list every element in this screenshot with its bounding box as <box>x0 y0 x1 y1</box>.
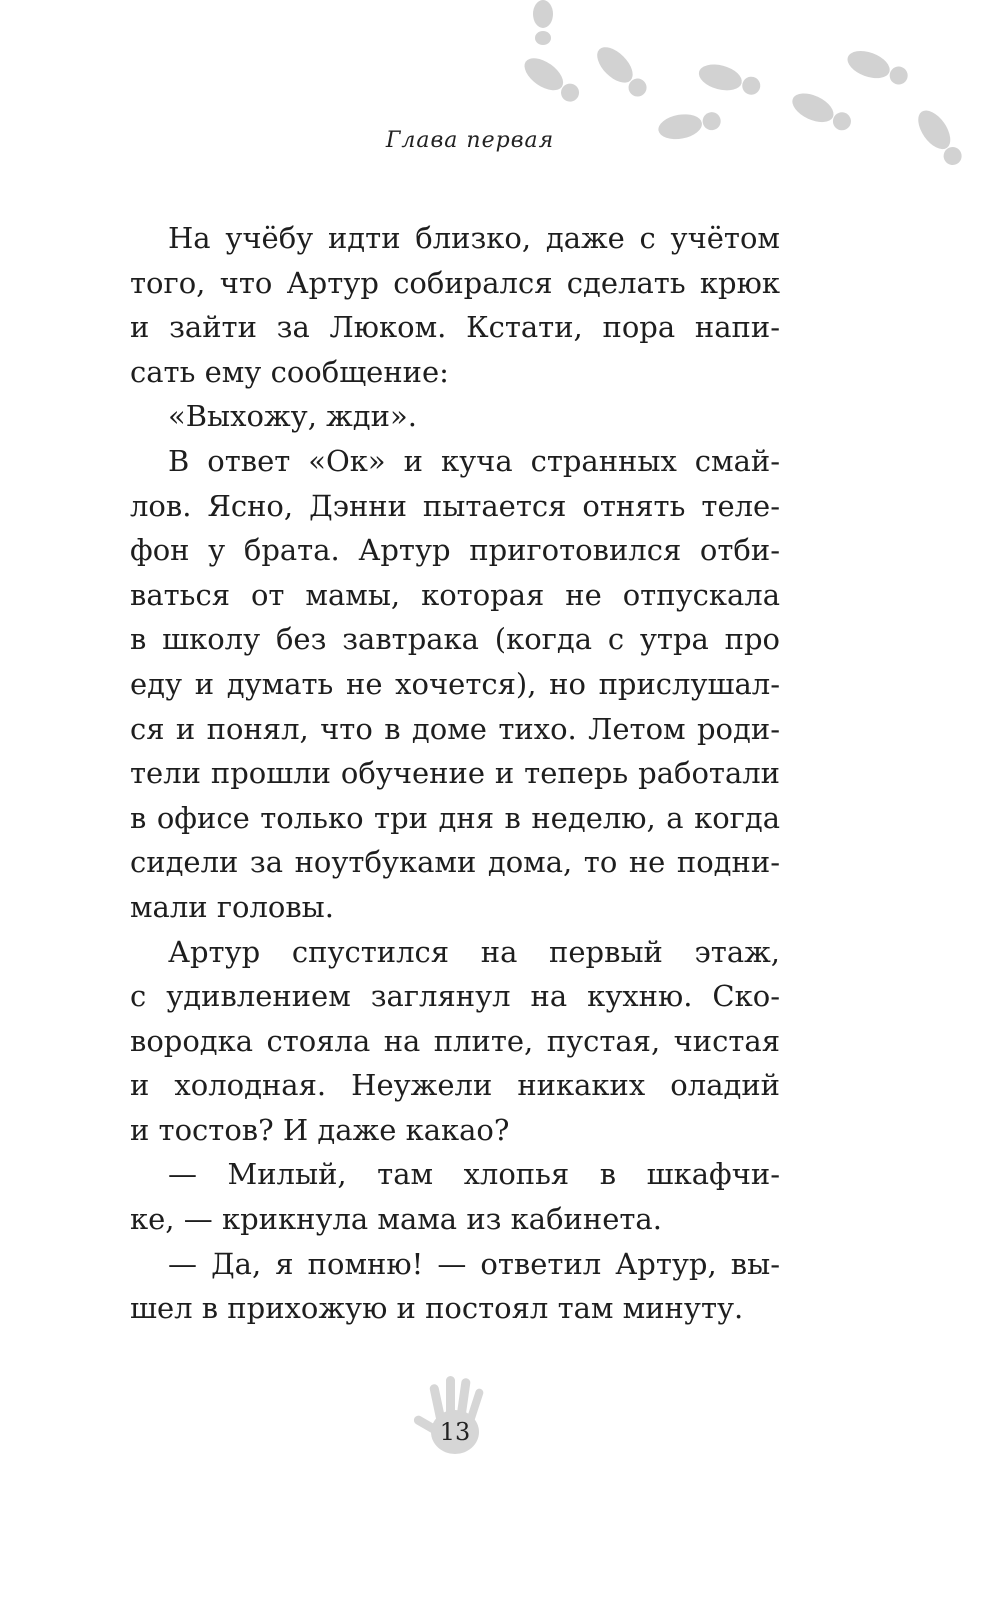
text-line: и зайти за Люком. Кстати, пора напи- <box>130 310 780 345</box>
paragraph <box>130 439 780 930</box>
text-line: ке, — крикнула мама из кабинета. <box>130 1202 662 1237</box>
text-line: того, что Артур собирался сделать крюк <box>130 265 780 300</box>
footprint-icon <box>844 46 911 90</box>
text-line: тели прошли обучение и теперь работали <box>130 756 780 791</box>
text-line: вородка стояла на плите, пустая, чистая <box>130 1023 780 1058</box>
text-line: мали головы. <box>130 889 334 924</box>
footprint-icon <box>533 0 553 45</box>
page-number: 13 <box>439 1418 471 1446</box>
text-line: фон у брата. Артур приготовился отби- <box>130 533 780 568</box>
text-line: шел в прихожую и постоял там минуту. <box>130 1291 744 1326</box>
text-line: в офисе только три дня в неделю, а когда <box>130 800 780 835</box>
text-line: ся и понял, что в доме тихо. Летом роди- <box>130 711 780 746</box>
footprint-icon <box>696 60 763 99</box>
text-line: с удивлением заглянул на кухню. Ско- <box>130 979 780 1014</box>
text-line: и холодная. Неужели никаких оладий <box>130 1068 780 1103</box>
chapter-title: Глава первая <box>385 128 555 153</box>
text-line: лов. Ясно, Дэнни пытается отнять теле- <box>130 488 780 523</box>
text-line: В ответ «Ок» и куча странных смай- <box>168 443 780 478</box>
text-line: ваться от мамы, которая не отпускала <box>130 577 780 612</box>
text-line: «Выхожу, жди». <box>168 399 417 434</box>
paragraph <box>130 216 780 394</box>
text-line: На учёбу идти близко, даже с учётом <box>168 221 780 255</box>
footprint-icon <box>591 41 653 103</box>
text-line: сать ему сообщение: <box>130 354 449 389</box>
paragraph <box>130 394 780 439</box>
paragraph <box>130 930 780 1153</box>
body-text <box>130 216 780 1331</box>
text-line: еду и думать не хочется), но прислушал- <box>130 666 780 701</box>
text-line: сидели за ноутбуками дома, то не подни- <box>130 845 780 880</box>
paragraph <box>130 1242 780 1331</box>
text-line: и тостов? И даже какао? <box>130 1112 510 1147</box>
text-line: — Да, я помню! — ответил Артур, вы- <box>168 1246 780 1281</box>
text-line: в школу без завтрака (когда с утра про <box>130 622 780 657</box>
footprint-icon <box>519 52 584 108</box>
footprints-decoration <box>0 0 1000 200</box>
text-line: Артур спустился на первый этаж, <box>168 934 780 969</box>
paragraph <box>130 1152 780 1241</box>
text-line: — Милый, там хлопья в шкафчи- <box>168 1157 780 1192</box>
